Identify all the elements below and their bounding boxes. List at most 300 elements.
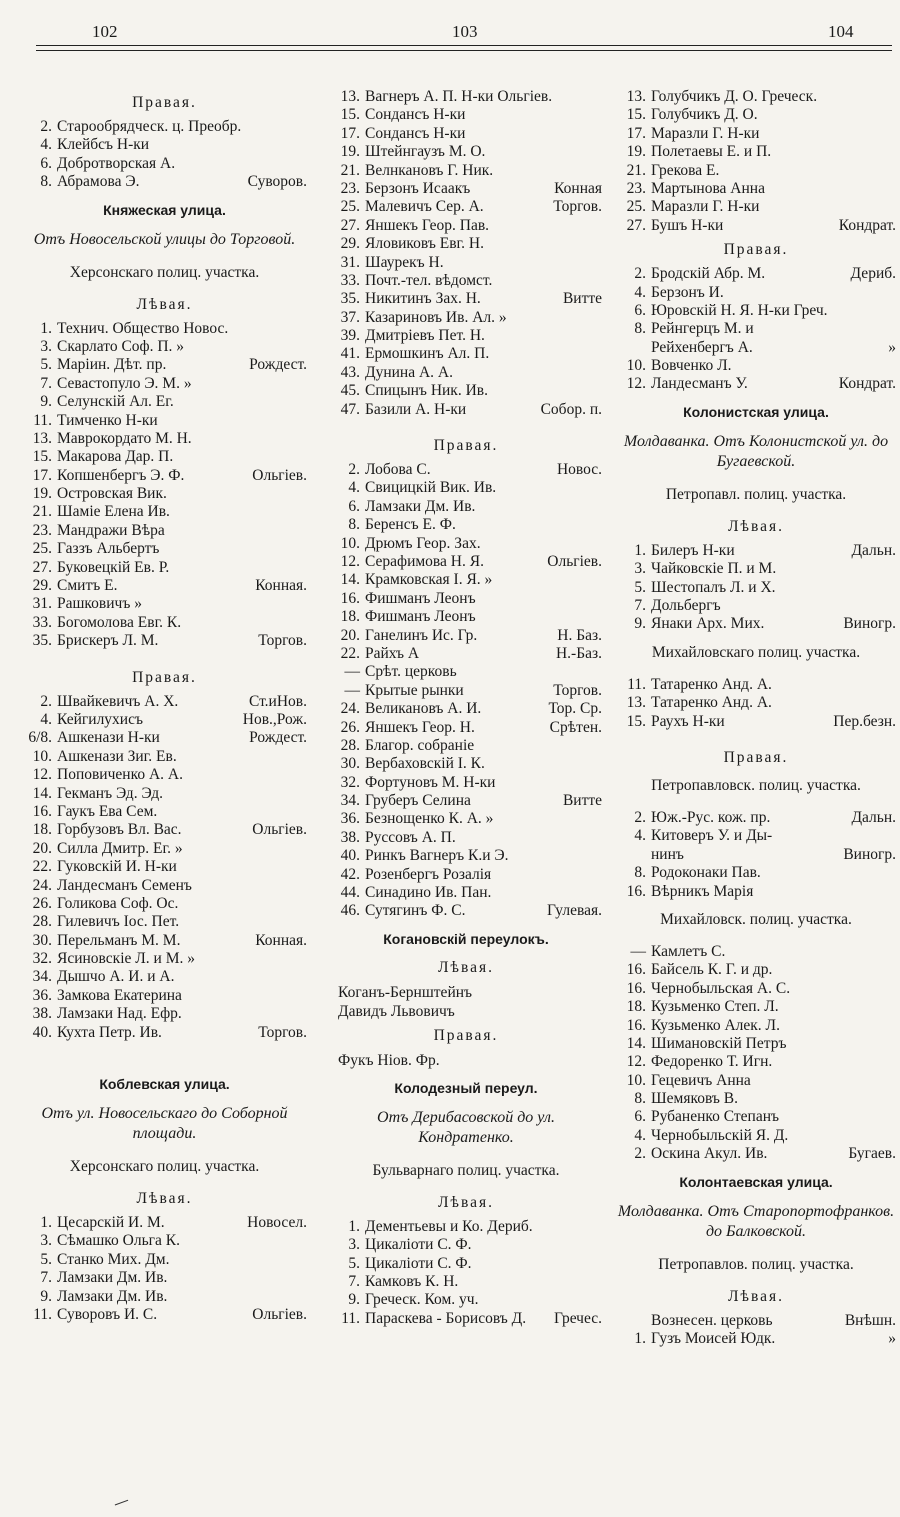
resident-name: Добротворская А. [57, 154, 176, 172]
house-number: 38. [32, 1005, 52, 1023]
house-number: 5. [40, 1250, 52, 1268]
resident-name: Чайковскіе П. и М. [651, 560, 777, 578]
list-item [616, 827, 896, 845]
cross-street [598, 810, 602, 828]
resident-name: Ашкенази Н-ки [57, 729, 160, 747]
cross-street [598, 829, 602, 847]
house-number: 8. [40, 173, 52, 191]
list-item [22, 1005, 307, 1023]
resident-name: Газзъ Альбертъ [57, 540, 160, 558]
house-number: 23. [626, 179, 646, 197]
column-right [616, 88, 896, 1348]
cross-street [303, 412, 307, 430]
list-item [616, 88, 896, 106]
resident-name: Кузьменко Степ. Л. [651, 998, 779, 1016]
house-number: 3. [348, 1236, 360, 1254]
list-item [330, 755, 602, 773]
cross-street: Рождест. [249, 729, 307, 747]
cross-street [892, 1072, 896, 1090]
list-item [616, 1108, 896, 1126]
resident-name: Штейнгаузъ М. О. [365, 143, 486, 161]
cross-street: Торгов. [258, 632, 307, 650]
resident-name: Кейгилухисъ [57, 710, 143, 728]
house-number: 27. [340, 216, 360, 234]
resident-name: Юровскій Н. Я. Н-ки Греч. [651, 301, 828, 319]
house-number: 26. [340, 718, 360, 736]
list-item [330, 125, 602, 143]
list-item [330, 198, 602, 216]
house-number: 7. [634, 597, 646, 615]
police-district: Михайловскаго полиц. участка. [651, 643, 861, 661]
house-number: 2. [40, 118, 52, 135]
cross-street: Витте [562, 792, 602, 810]
house-number: 36. [340, 810, 360, 828]
list-item [330, 682, 602, 700]
entry-line: Давидъ Львовичъ [338, 1002, 455, 1020]
cross-street [598, 571, 602, 589]
resident-name: Бродскій Абр. М. [651, 265, 766, 283]
list-item [330, 829, 602, 847]
list-item [616, 217, 896, 235]
house-number: 5. [40, 356, 52, 374]
cross-street [303, 559, 307, 577]
resident-name: Чернобыльская А. С. [651, 979, 791, 997]
list-item [22, 632, 307, 650]
list-item [616, 1053, 896, 1071]
house-number: 6. [634, 301, 646, 319]
house-number: 14. [32, 784, 52, 802]
cross-street [598, 272, 602, 290]
list-item [616, 998, 896, 1016]
spacer [22, 1042, 307, 1066]
resident-name: Гекманъ Эд. Эд. [57, 784, 164, 802]
cross-street [892, 579, 896, 597]
house-number: 17. [340, 124, 360, 142]
side-heading: Лѣвая. [136, 295, 193, 313]
house-number: 34. [32, 968, 52, 986]
police-district: Херсонскаго полиц. участка. [69, 263, 260, 281]
cross-street [303, 803, 307, 821]
list-item [330, 627, 602, 645]
list-item [616, 676, 896, 694]
house-number: 31. [32, 595, 52, 613]
resident-name: Родоконаки Пав. [651, 864, 761, 882]
list-item [22, 485, 307, 503]
cross-street [892, 1127, 896, 1145]
resident-name: Дмитріевъ Пет. Н. [365, 327, 485, 345]
resident-name: Рашковичъ » [57, 595, 142, 613]
cross-street [598, 1255, 602, 1273]
resident-name: Серафимова Н. Я. [365, 552, 484, 570]
resident-name: Ландесманъ У. [651, 375, 748, 393]
house-number: 21. [340, 161, 360, 179]
cross-street [892, 961, 896, 979]
cross-street [892, 88, 896, 106]
resident-name: Шаміе Елена Ив. [57, 503, 170, 521]
resident-name: Параскева - Борисовъ Д. [365, 1309, 527, 1327]
cross-street: Ольгіев. [252, 1305, 307, 1323]
house-number: 25. [626, 198, 646, 216]
house-number: 11. [341, 1309, 360, 1327]
house-number: 11. [627, 675, 646, 693]
cross-street: Гулевая. [546, 902, 602, 920]
house-number: 17. [626, 124, 646, 142]
list-item [330, 345, 602, 363]
cross-street [303, 1251, 307, 1269]
cross-street [598, 162, 602, 180]
cross-street [303, 320, 307, 338]
cross-street [303, 595, 307, 613]
house-number: — [344, 681, 360, 699]
cross-street: Дериб. [850, 265, 896, 283]
cross-street: Гречес. [553, 1309, 602, 1327]
column-left [22, 88, 307, 1324]
resident-name: Великановъ А. И. [365, 700, 482, 718]
cross-street [303, 375, 307, 393]
list-item [616, 320, 896, 338]
house-number: 9. [40, 1287, 52, 1305]
list-item [330, 590, 602, 608]
resident-name: Сѣмашко Ольга К. [57, 1232, 180, 1250]
list-item [22, 858, 307, 876]
resident-name: Беренсъ Е. Ф. [365, 516, 456, 534]
cross-street: Ольгіев. [252, 821, 307, 839]
resident-name: Селунскій Ал. Ег. [57, 393, 174, 411]
list-item [330, 88, 602, 106]
cross-street [598, 327, 602, 345]
house-number: 8. [634, 320, 646, 338]
cross-street [303, 448, 307, 466]
resident-name: Дунина А. А. [365, 363, 453, 381]
street-description: Отъ Дерибасовской до ул. Кондратенко. [377, 1108, 555, 1146]
cross-street: Кондрат. [838, 375, 896, 393]
cross-street: Н. Баз. [557, 626, 602, 644]
house-number: 2. [634, 1145, 646, 1163]
cross-street [892, 320, 896, 338]
resident-name: Дольбергъ [651, 597, 721, 615]
list-item [22, 320, 307, 338]
list-item [330, 719, 602, 737]
house-number: 24. [32, 876, 52, 894]
house-number: 16. [32, 802, 52, 820]
resident-name: Билеръ Н-ки [651, 541, 735, 559]
resident-name: Базили А. Н-ки [365, 400, 467, 418]
resident-name: Ясиновскіе Л. и М. » [57, 950, 195, 968]
cross-street [303, 1005, 307, 1023]
house-number: 10. [626, 357, 646, 375]
side-heading: Правая. [433, 1026, 499, 1044]
cross-street [598, 235, 602, 253]
spacer [22, 651, 307, 663]
list-item [22, 155, 307, 173]
side-heading: Лѣвая. [438, 1193, 494, 1211]
resident-name: Технич. Общество Новос. [57, 319, 229, 337]
side-heading: Правая. [723, 241, 789, 259]
cross-street: Дальн. [851, 808, 896, 826]
cross-street [892, 827, 896, 845]
cross-street: Торгов. [258, 1023, 307, 1041]
house-number: 13. [626, 694, 646, 712]
house-number: 30. [32, 931, 52, 949]
header-rule-second [36, 50, 892, 51]
list-item [330, 401, 602, 419]
cross-street [303, 895, 307, 913]
list-item [22, 785, 307, 803]
house-number: 9. [348, 1291, 360, 1309]
list-item [330, 498, 602, 516]
cross-street: Виногр. [843, 845, 896, 863]
resident-name: Сутягинъ Ф. С. [365, 902, 466, 920]
house-number: 6. [634, 1108, 646, 1126]
list-item [330, 180, 602, 198]
cross-street [598, 88, 602, 106]
house-number: 14. [340, 571, 360, 589]
list-item [616, 943, 896, 961]
cross-street [892, 180, 896, 198]
entry-line: Фукъ Ніов. Фр. [338, 1051, 440, 1069]
list-item [616, 846, 896, 864]
house-number: 35. [340, 290, 360, 308]
list-item [330, 884, 602, 902]
resident-name: Дементьевы и Ко. Дериб. [365, 1217, 533, 1235]
spacer [616, 731, 896, 743]
list-item [330, 571, 602, 589]
list-item [22, 1251, 307, 1269]
list-item [22, 693, 307, 711]
cross-street [303, 522, 307, 540]
house-number: 7. [40, 374, 52, 392]
cross-street [303, 485, 307, 503]
cross-street [892, 302, 896, 320]
resident-name: Груберъ Селина [365, 792, 471, 810]
house-number: — [344, 663, 360, 681]
resident-name: Руссовъ А. П. [365, 828, 456, 846]
cross-street: Новос. [556, 461, 602, 479]
list-item [616, 1145, 896, 1163]
list-item [22, 895, 307, 913]
list-item [616, 694, 896, 712]
side-heading: Лѣвая. [136, 1190, 193, 1208]
list-item [330, 461, 602, 479]
resident-name: Почт.-тел. вѣдомст. [365, 271, 493, 289]
resident-name: Гилевичъ Іос. Пет. [57, 913, 180, 931]
house-number: 15. [626, 712, 646, 730]
police-district: Петропавл. полиц. участка. [665, 485, 847, 503]
cross-street: Витте [562, 290, 602, 308]
house-number: 25. [32, 540, 52, 558]
resident-name: Цикаліоти С. Ф. [365, 1236, 472, 1254]
cross-street: Конная [554, 179, 602, 197]
house-number: 1. [348, 1217, 360, 1235]
resident-name: Байсель К. Г. и др. [651, 961, 773, 979]
cross-street [303, 766, 307, 784]
cross-street [892, 676, 896, 694]
list-item [330, 516, 602, 534]
list-item [616, 143, 896, 161]
cross-street [892, 943, 896, 961]
list-item [22, 711, 307, 729]
resident-name: Велнкановъ Г. Ник. [365, 161, 494, 179]
house-number: 39. [340, 327, 360, 345]
police-district: Михайловск. полиц. участка. [660, 910, 852, 928]
list-item [330, 866, 602, 884]
house-number: 4. [634, 1126, 646, 1144]
list-item [330, 608, 602, 626]
resident-name: Силла Дмитр. Ег. » [57, 839, 183, 857]
list-item [22, 1288, 307, 1306]
list-item [22, 803, 307, 821]
list-item [616, 357, 896, 375]
list-item [616, 597, 896, 615]
list-item [616, 864, 896, 882]
house-number: 5. [348, 1254, 360, 1272]
side-heading: Правая. [433, 437, 499, 455]
spacer [330, 419, 602, 431]
cross-street [303, 950, 307, 968]
list-item [330, 235, 602, 253]
house-number: 28. [32, 913, 52, 931]
house-number: 33. [340, 271, 360, 289]
house-number: 6. [40, 154, 52, 172]
list-item [330, 309, 602, 327]
house-number: 11. [33, 411, 52, 429]
resident-name: Шемяковъ В. [651, 1090, 738, 1108]
resident-name: Кухта Петр. Ив. [57, 1023, 162, 1041]
list-item [616, 1330, 896, 1348]
resident-name: Ламзаки Дм. Ив. [57, 1269, 168, 1287]
list-item [22, 821, 307, 839]
list-item [616, 579, 896, 597]
cross-street [598, 345, 602, 363]
cross-street [598, 847, 602, 865]
resident-name: Перельманъ М. М. [57, 931, 181, 949]
house-number: 4. [634, 827, 646, 845]
list-item [330, 1273, 602, 1291]
house-number: 4. [634, 283, 646, 301]
cross-street [892, 125, 896, 143]
list-item [22, 448, 307, 466]
list-item [22, 840, 307, 858]
cross-street: Виногр. [843, 615, 896, 633]
list-item [22, 467, 307, 485]
cross-street [303, 987, 307, 1005]
house-number: 12. [626, 375, 646, 393]
resident-name: Райхъ А [365, 644, 420, 662]
house-number: 16. [626, 1016, 646, 1034]
side-heading: Правая. [723, 748, 789, 766]
resident-name: Сондансъ Н-ки [365, 106, 466, 124]
resident-name: Ламзаки Над. Ефр. [57, 1005, 182, 1023]
cross-street [303, 968, 307, 986]
house-number: 7. [348, 1272, 360, 1290]
house-number: 12. [32, 766, 52, 784]
resident-name: Лобова С. [365, 461, 431, 479]
list-item [22, 614, 307, 632]
cross-street [303, 338, 307, 356]
resident-name: Грекова Е. [651, 161, 720, 179]
list-item [22, 729, 307, 747]
list-item [616, 713, 896, 731]
resident-name: Крамковская І. Я. » [365, 571, 493, 589]
cross-street [598, 479, 602, 497]
cross-street [303, 393, 307, 411]
resident-name: Никитинъ Зах. Н. [365, 290, 481, 308]
street-description: Отъ Новосельской улицы до Торговой. [33, 230, 296, 248]
cross-street [303, 540, 307, 558]
resident-name: Голикова Соф. Ос. [57, 894, 179, 912]
house-number: 19. [340, 143, 360, 161]
resident-name: Оскина Акул. Ив. [651, 1145, 768, 1163]
list-item [22, 1306, 307, 1324]
cross-street [892, 198, 896, 216]
cross-street [892, 1108, 896, 1126]
list-item [330, 327, 602, 345]
street-description: Молдаванка. Отъ Колонистской ул. до Бугаевской. [623, 432, 889, 470]
list-item [616, 1072, 896, 1090]
list-item [22, 412, 307, 430]
resident-name: Янаки Арх. Мих. [651, 615, 765, 633]
list-item [22, 577, 307, 595]
list-item [22, 1232, 307, 1250]
list-item [22, 932, 307, 950]
cross-street: Ольгіев. [252, 466, 307, 484]
cross-street [892, 864, 896, 882]
resident-name: Маразли Г. Н-ки [651, 198, 760, 216]
list-item [616, 339, 896, 357]
resident-name: Маврокордато М. Н. [57, 429, 192, 447]
list-item [616, 284, 896, 302]
list-item [330, 1310, 602, 1328]
house-number: 26. [32, 894, 52, 912]
street-description: Отъ ул. Новосельскаго до Соборной площади. [41, 1105, 288, 1143]
page-number-left: 102 [92, 22, 118, 41]
list-item [330, 364, 602, 382]
entry-line: Коганъ-Бернштейнъ [338, 983, 473, 1001]
resident-name: Ламзаки Дм. Ив. [57, 1287, 168, 1305]
resident-name: Старообрядческ. ц. Преобр. [57, 118, 242, 135]
cross-street [303, 1269, 307, 1287]
house-number: 18. [626, 998, 646, 1016]
house-number: 34. [340, 792, 360, 810]
house-number: 32. [32, 950, 52, 968]
cross-street: Торгов. [553, 198, 602, 216]
cross-street: Пер.безн. [833, 712, 896, 730]
resident-name: Ландесманъ Семенъ [57, 876, 192, 894]
cross-street [598, 884, 602, 902]
resident-name: Камлетъ С. [651, 942, 726, 960]
column-center [330, 88, 602, 1328]
cross-street [303, 785, 307, 803]
house-number: 21. [32, 503, 52, 521]
resident-name: Островская Вик. [57, 485, 167, 503]
resident-name: Вербаховскій І. К. [365, 755, 485, 773]
cross-street [598, 364, 602, 382]
resident-name: Фортуновъ М. Н-ки [365, 773, 496, 791]
street-name: Колонтаевская улица. [679, 1173, 833, 1190]
cross-street [303, 155, 307, 173]
list-item [330, 553, 602, 571]
list-item [330, 254, 602, 272]
house-number: 13. [32, 429, 52, 447]
house-number: 9. [40, 393, 52, 411]
resident-name: Бушъ Н-ки [651, 216, 724, 234]
list-item [330, 1255, 602, 1273]
list-item [22, 503, 307, 521]
resident-name: Шаурекъ Н. [365, 253, 444, 271]
house-number: 11. [33, 1305, 52, 1323]
resident-name: Рейхенбергъ А. [651, 338, 753, 356]
cross-street [598, 663, 602, 681]
